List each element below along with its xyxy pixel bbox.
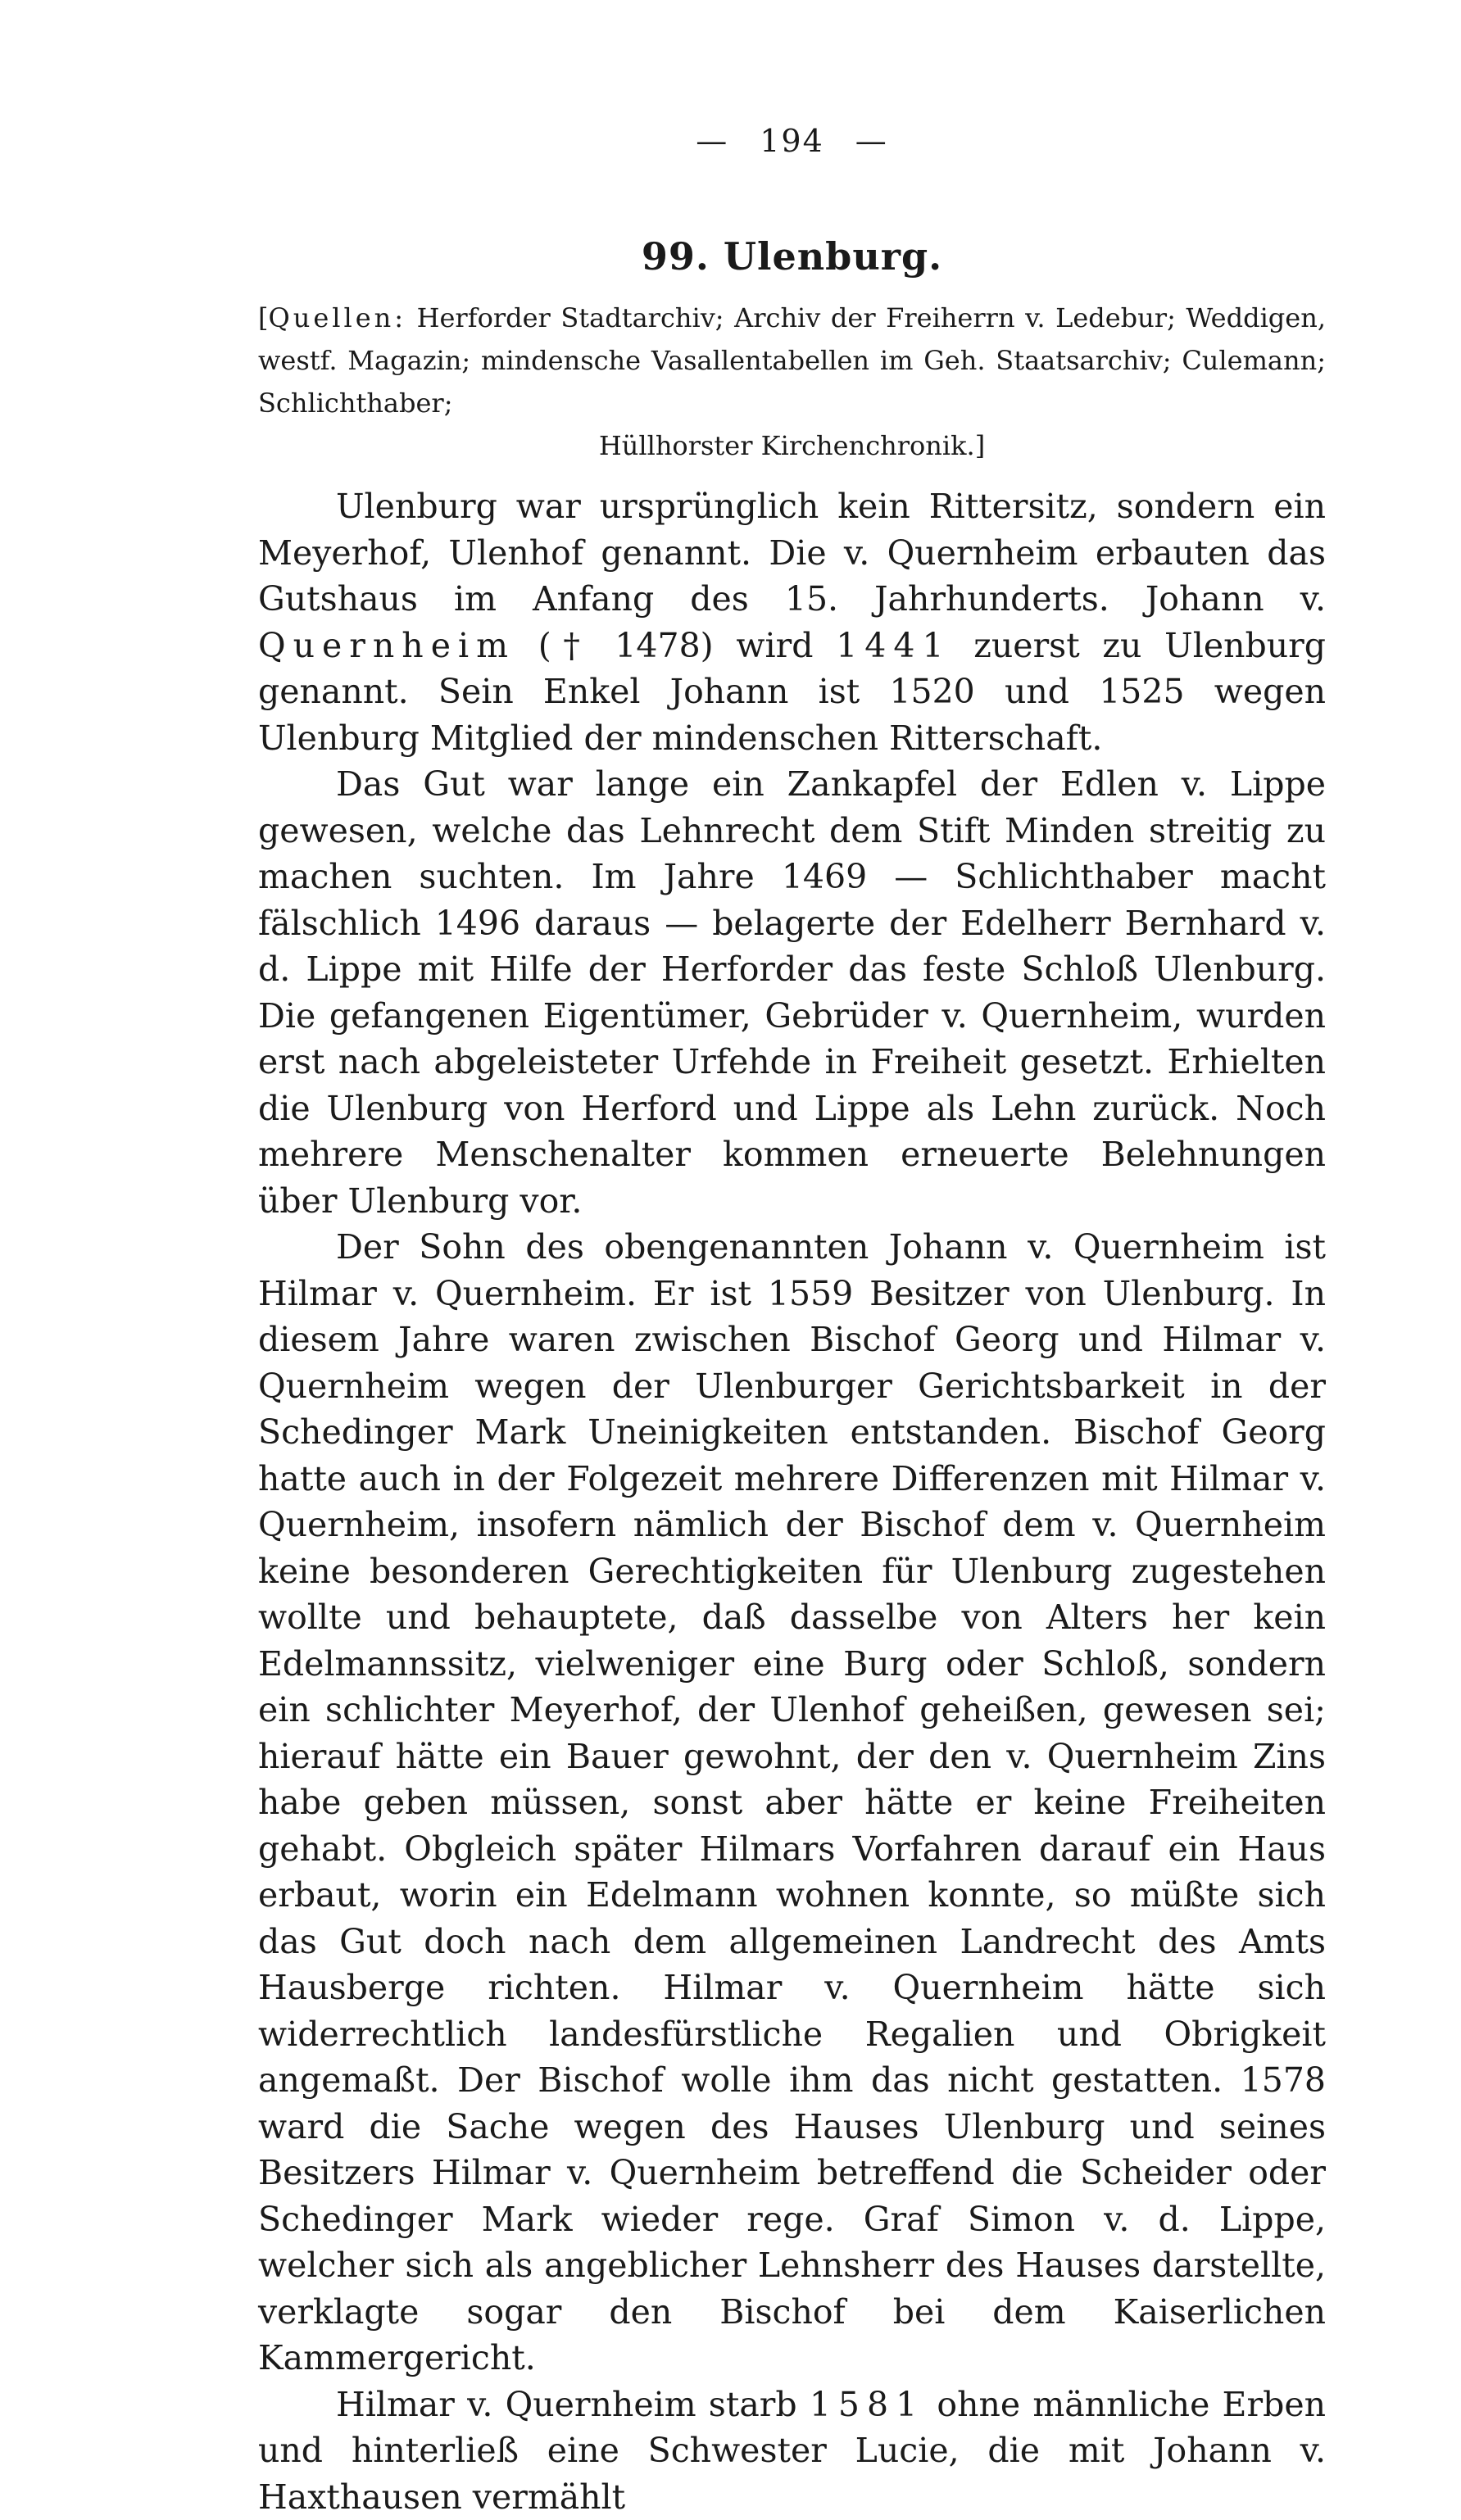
paragraph-4 [258, 2382, 1326, 2520]
page-number-dash-right: — [855, 123, 888, 159]
paragraph-1-part-e: zuerst zu Ulenburg genannt. Sein Enkel Johann ist 1520 und 1525 wegen Ulenburg Mitglied der mindenschen Ritterschaft. [258, 626, 1326, 758]
sources-text: Herforder Stadtarchiv; Archiv der Freiherrn v. Ledebur; Weddigen, westf. Magazin; mindensche Vasallentabellen im Geh. Staatsarchiv; Culemann; Schlichthaber; [258, 302, 1326, 419]
paragraph-2: Das Gut war lange ein Zankapfel der Edlen v. Lippe gewesen, welche das Lehnrecht dem Stift Minden streitig zu machen suchten. Im Jahre 1469 — Schlichthaber macht fälschlich 1496 daraus — belagerte der Edelherr Bernhard v. d. Lippe mit Hilfe der Herforder das feste Schloß Ulenburg. Die gefangenen Eigentümer, Gebrüder v. Quernheim, wurden erst nach abgeleisteter Urfehde in Freiheit gesetzt. Erhielten die Ulenburg von Herford und Lippe als Lehn zurück. Noch mehrere Menschenalter kommen erneuerte Belehnungen über Ulenburg vor. [258, 761, 1326, 1224]
paragraph-4-part-a: Hilmar v. Quernheim starb [336, 2385, 810, 2424]
paragraph-1 [258, 483, 1326, 761]
paragraph-1-part-c: († 1478) wird [515, 626, 836, 665]
paragraph-1-spaced-name: Quernheim [258, 626, 515, 665]
paragraph-4-part-c: ohne männliche Erben und hinterließ eine Schwester Lucie, die mit Johann v. Haxthausen vermählt [258, 2385, 1326, 2517]
sources-label: Quellen: [268, 302, 406, 333]
sources-last-line: Hüllhorster Kirchenchronik.] [258, 424, 1326, 467]
page-number [258, 123, 1326, 159]
sources-open-bracket: [ [258, 302, 268, 333]
paragraph-3: Der Sohn des obengenannten Johann v. Quernheim ist Hilmar v. Quernheim. Er ist 1559 Besitzer von Ulenburg. In diesem Jahre waren zwischen Bischof Georg und Hilmar v. Quernheim wegen der Ulenburger Gerichtsbarkeit in der Schedinger Mark Uneinigkeiten entstanden. Bischof Georg hatte auch in der Folgezeit mehrere Differenzen mit Hilmar v. Quernheim, insofern nämlich der Bischof dem v. Quernheim keine besonderen Gerechtigkeiten für Ulenburg zugestehen wollte und behauptete, daß dasselbe von Alters her kein Edelmannssitz, vielweniger eine Burg oder Schloß, sondern ein schlichter Meyerhof, der Ulenhof geheißen, gewesen sei; hierauf hätte ein Bauer gewohnt, der den v. Quernheim Zins habe geben müssen, sonst aber hätte er keine Freiheiten gehabt. Obgleich später Hilmars Vorfahren darauf ein Haus erbaut, worin ein Edelmann wohnen konnte, so müßte sich das Gut doch nach dem allgemeinen Landrecht des Amts Hausberge richten. Hilmar v. Quernheim hätte sich widerrechtlich landesfürstliche Regalien und Obrigkeit angemaßt. Der Bischof wolle ihm das nicht gestatten. 1578 ward die Sache wegen des Hauses Ulenburg und seines Besitzers Hilmar v. Quernheim betreffend die Scheider oder Schedinger Mark wieder rege. Graf Simon v. d. Lippe, welcher sich als angeblicher Lehnsherr des Hauses darstellte, verklagte sogar den Bischof bei dem Kaiserlichen Kammergericht. [258, 1224, 1326, 2382]
paragraph-1-part-a: Ulenburg war ursprünglich kein Rittersitz, sondern ein Meyerhof, Ulenhof genannt. Die v. Quernheim erbauten das Gutshaus im Anfang des 15. Jahrhunderts. Johann v. [258, 487, 1326, 619]
page-number-value: 194 [760, 123, 824, 159]
paragraph-1-spaced-year: 1441 [836, 626, 951, 665]
section-title: 99. Ulenburg. [258, 234, 1326, 279]
paragraph-4-spaced-year: 1581 [810, 2385, 924, 2424]
sources-note [258, 297, 1326, 467]
page-number-dash-left: — [696, 123, 728, 159]
